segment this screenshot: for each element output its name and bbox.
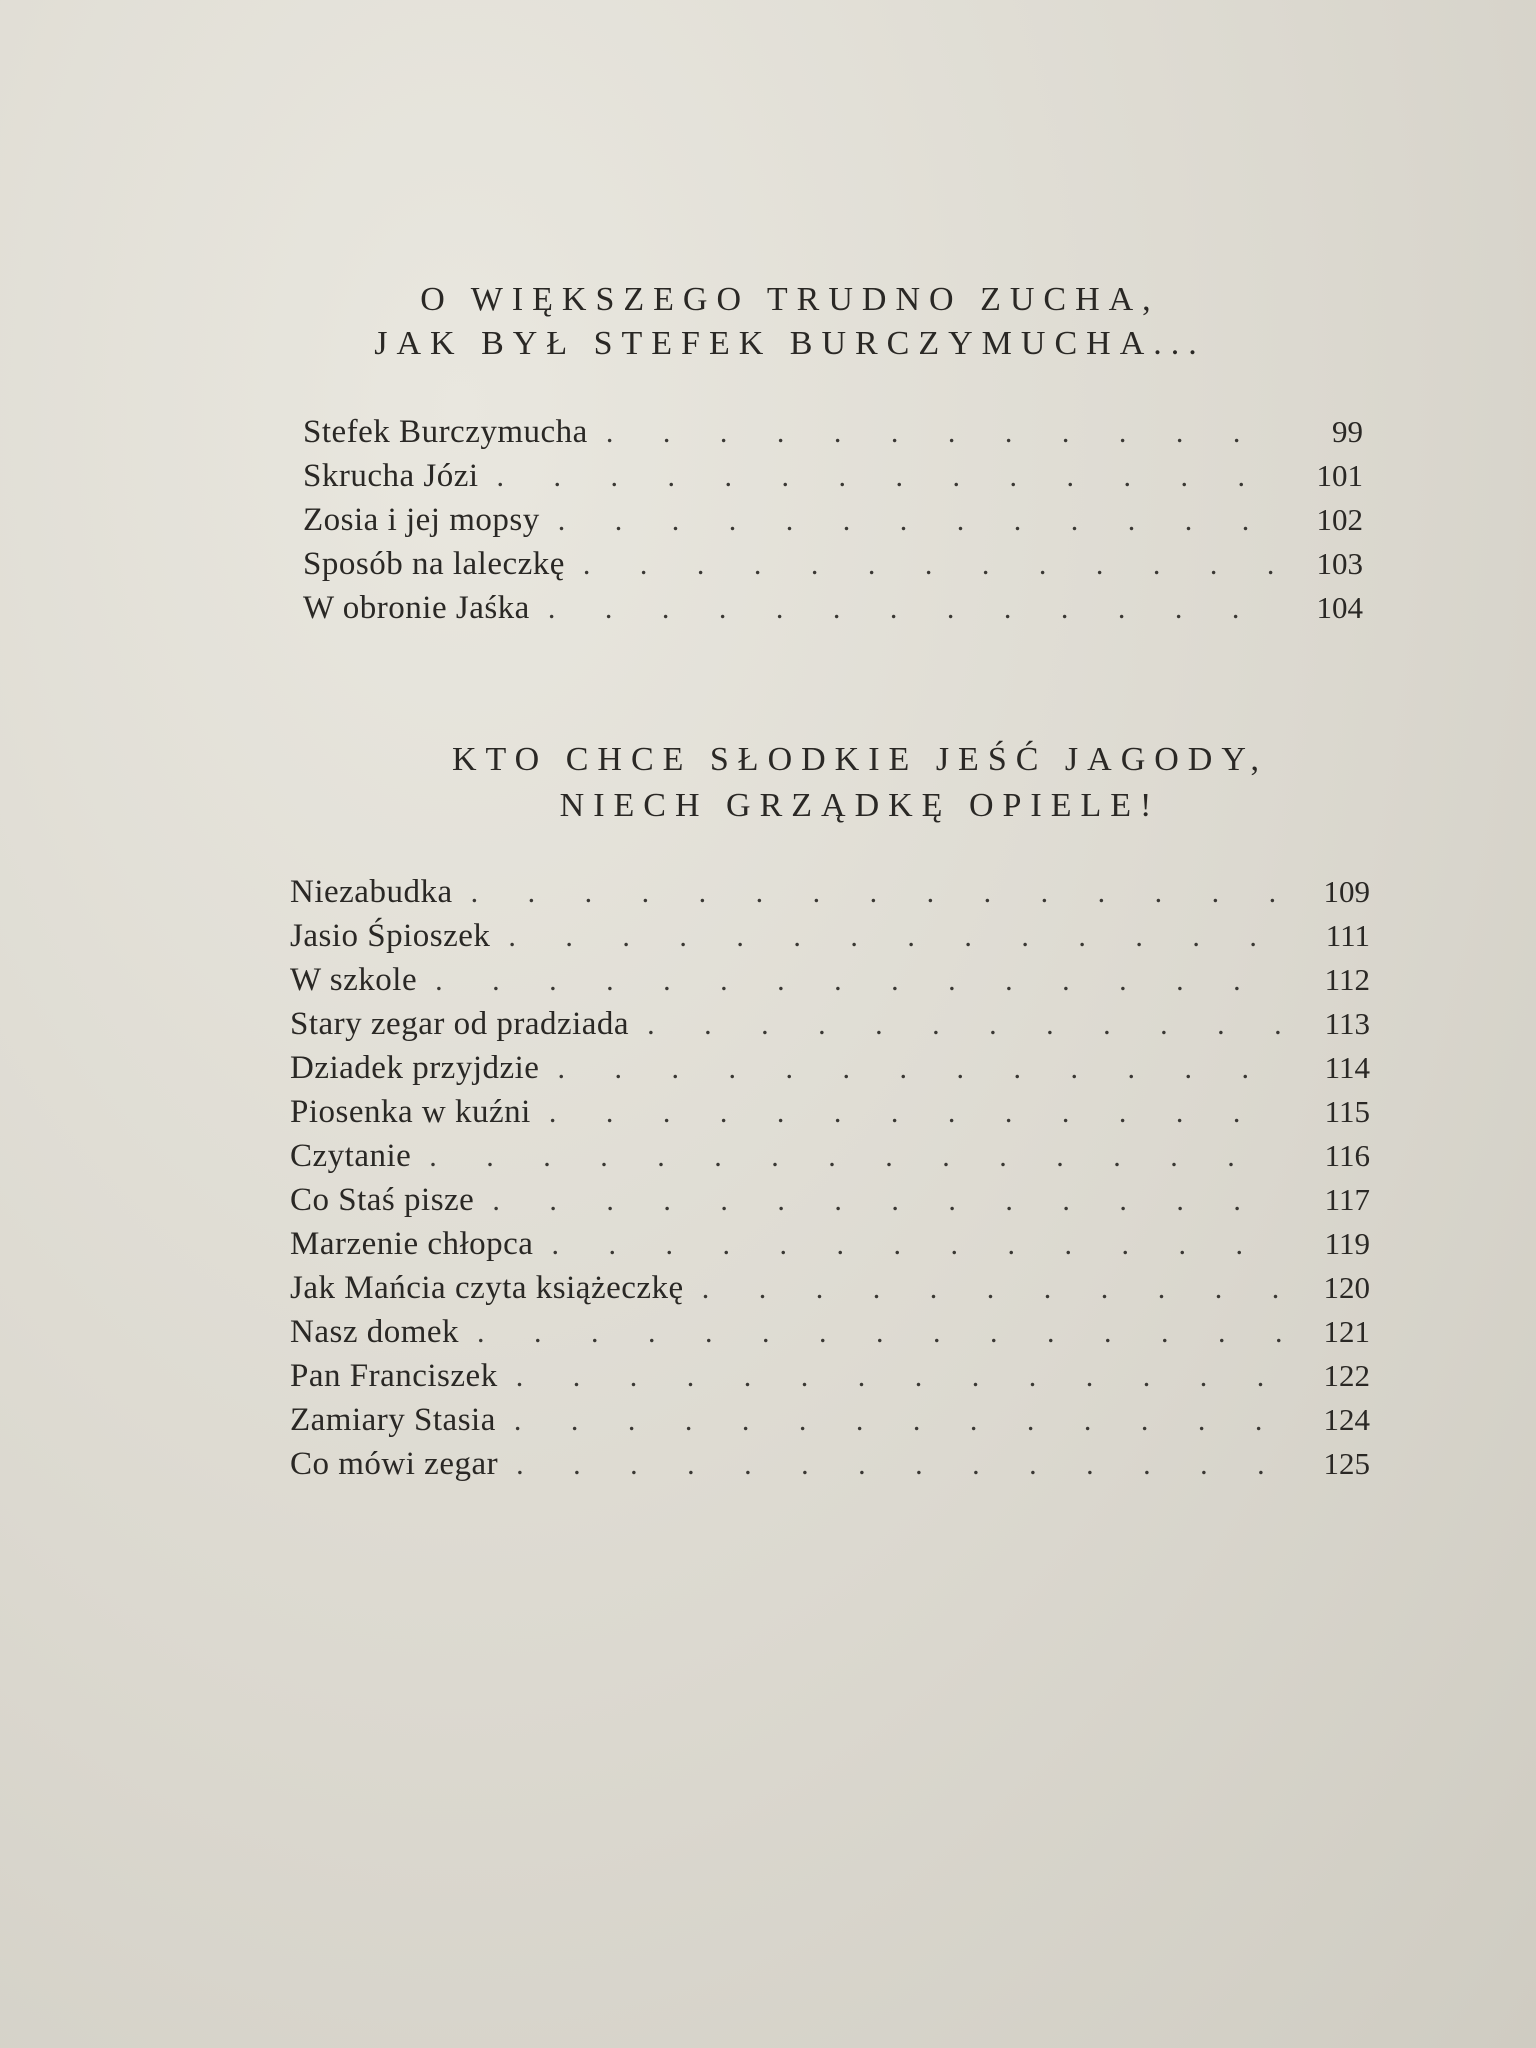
- dot-leader: [429, 1140, 1282, 1174]
- section-2-heading-line-1: KTO CHCE SŁODKIE JEŚĆ JAGODY,: [451, 741, 1269, 778]
- toc-entry-page: 115: [1324, 1094, 1370, 1129]
- toc-entry-page: 125: [1323, 1446, 1370, 1481]
- toc-entry[interactable]: [303, 458, 1363, 502]
- toc-entry-page: 124: [1323, 1402, 1370, 1437]
- toc-entry-title: W szkole: [290, 962, 418, 998]
- toc-entry-title: W obronie Jaśka: [303, 590, 530, 626]
- dot-leader: [583, 548, 1275, 582]
- dot-leader: [514, 1404, 1282, 1438]
- toc-entry-title: Sposób na laleczkę: [303, 546, 565, 582]
- section-2-heading-line-2: NIECH GRZĄDKĘ OPIELE!: [559, 787, 1161, 824]
- dot-leader: [508, 920, 1282, 954]
- toc-entry[interactable]: [290, 1402, 1370, 1446]
- toc-entry-title: Jak Mańcia czyta książeczkę: [290, 1270, 684, 1306]
- toc-entry[interactable]: [290, 1270, 1370, 1314]
- dot-leader: [548, 592, 1275, 626]
- toc-entry-title: Czytanie: [290, 1138, 412, 1174]
- toc-entry[interactable]: [290, 1006, 1370, 1050]
- toc-entry-page: 116: [1324, 1138, 1370, 1173]
- toc-entry-page: 119: [1324, 1226, 1370, 1261]
- dot-leader: [516, 1360, 1282, 1394]
- toc-entry-title: Co mówi zegar: [290, 1446, 499, 1482]
- dot-leader: [557, 1052, 1282, 1086]
- dot-leader: [471, 876, 1282, 910]
- dot-leader: [435, 964, 1282, 998]
- toc-entry-title: Zamiary Stasia: [290, 1402, 496, 1438]
- toc-entry[interactable]: [290, 1094, 1370, 1138]
- dot-leader: [492, 1184, 1282, 1218]
- section-1-heading-line-1: O WIĘKSZEGO TRUDNO ZUCHA,: [420, 281, 1160, 318]
- toc-entry-title: Jasio Śpioszek: [290, 918, 491, 954]
- dot-leader: [477, 1316, 1282, 1350]
- section-1-toc-list: [303, 414, 1363, 634]
- toc-entry[interactable]: [303, 546, 1363, 590]
- toc-entry[interactable]: [290, 1226, 1370, 1270]
- section-2-toc-list: [290, 874, 1370, 1490]
- toc-entry-page: 102: [1316, 502, 1363, 537]
- toc-entry-page: 103: [1316, 546, 1363, 581]
- toc-entry[interactable]: [303, 502, 1363, 546]
- dot-leader: [606, 416, 1275, 450]
- toc-entry-page: 117: [1324, 1182, 1370, 1217]
- toc-entry-page: 111: [1325, 918, 1370, 953]
- toc-entry[interactable]: [303, 590, 1363, 634]
- toc-entry[interactable]: [290, 1358, 1370, 1402]
- toc-entry-page: 121: [1323, 1314, 1370, 1349]
- toc-entry-page: 112: [1324, 962, 1370, 997]
- dot-leader: [549, 1096, 1282, 1130]
- toc-entry-title: Niezabudka: [290, 874, 453, 910]
- toc-entry-page: 109: [1323, 874, 1370, 909]
- toc-entry[interactable]: [290, 1138, 1370, 1182]
- toc-entry-page: 114: [1324, 1050, 1370, 1085]
- toc-entry-title: Nasz domek: [290, 1314, 460, 1350]
- toc-entry[interactable]: [290, 918, 1370, 962]
- toc-entry-title: Piosenka w kuźni: [290, 1094, 531, 1130]
- toc-entry-page: 122: [1323, 1358, 1370, 1393]
- toc-entry-page: 99: [1332, 414, 1363, 449]
- toc-entry-title: Stary zegar od pradziada: [290, 1006, 630, 1042]
- toc-entry-page: 104: [1316, 590, 1363, 625]
- dot-leader: [558, 504, 1275, 538]
- toc-entry-title: Dziadek przyjdzie: [290, 1050, 540, 1086]
- toc-entry[interactable]: [290, 874, 1370, 918]
- toc-entry[interactable]: [303, 414, 1363, 458]
- toc-entry[interactable]: [290, 1446, 1370, 1490]
- toc-entry-title: Stefek Burczymucha: [303, 414, 588, 450]
- dot-leader: [551, 1228, 1282, 1262]
- toc-entry-title: Marzenie chłopca: [290, 1226, 534, 1262]
- toc-entry-page: 113: [1324, 1006, 1370, 1041]
- dot-leader: [516, 1448, 1282, 1482]
- section-1-heading-line-2: JAK BYŁ STEFEK BURCZYMUCHA...: [374, 325, 1206, 362]
- toc-entry[interactable]: [290, 1182, 1370, 1226]
- toc-entry[interactable]: [290, 1314, 1370, 1358]
- toc-entry-title: Pan Franciszek: [290, 1358, 498, 1394]
- toc-entry-title: Zosia i jej mopsy: [303, 502, 540, 538]
- toc-entry[interactable]: [290, 962, 1370, 1006]
- dot-leader: [497, 460, 1275, 494]
- dot-leader: [702, 1272, 1282, 1306]
- toc-entry-page: 120: [1323, 1270, 1370, 1305]
- toc-entry-title: Skrucha Józi: [303, 458, 479, 494]
- toc-entry-title: Co Staś pisze: [290, 1182, 475, 1218]
- dot-leader: [647, 1008, 1282, 1042]
- toc-entry[interactable]: [290, 1050, 1370, 1094]
- toc-entry-page: 101: [1316, 458, 1363, 493]
